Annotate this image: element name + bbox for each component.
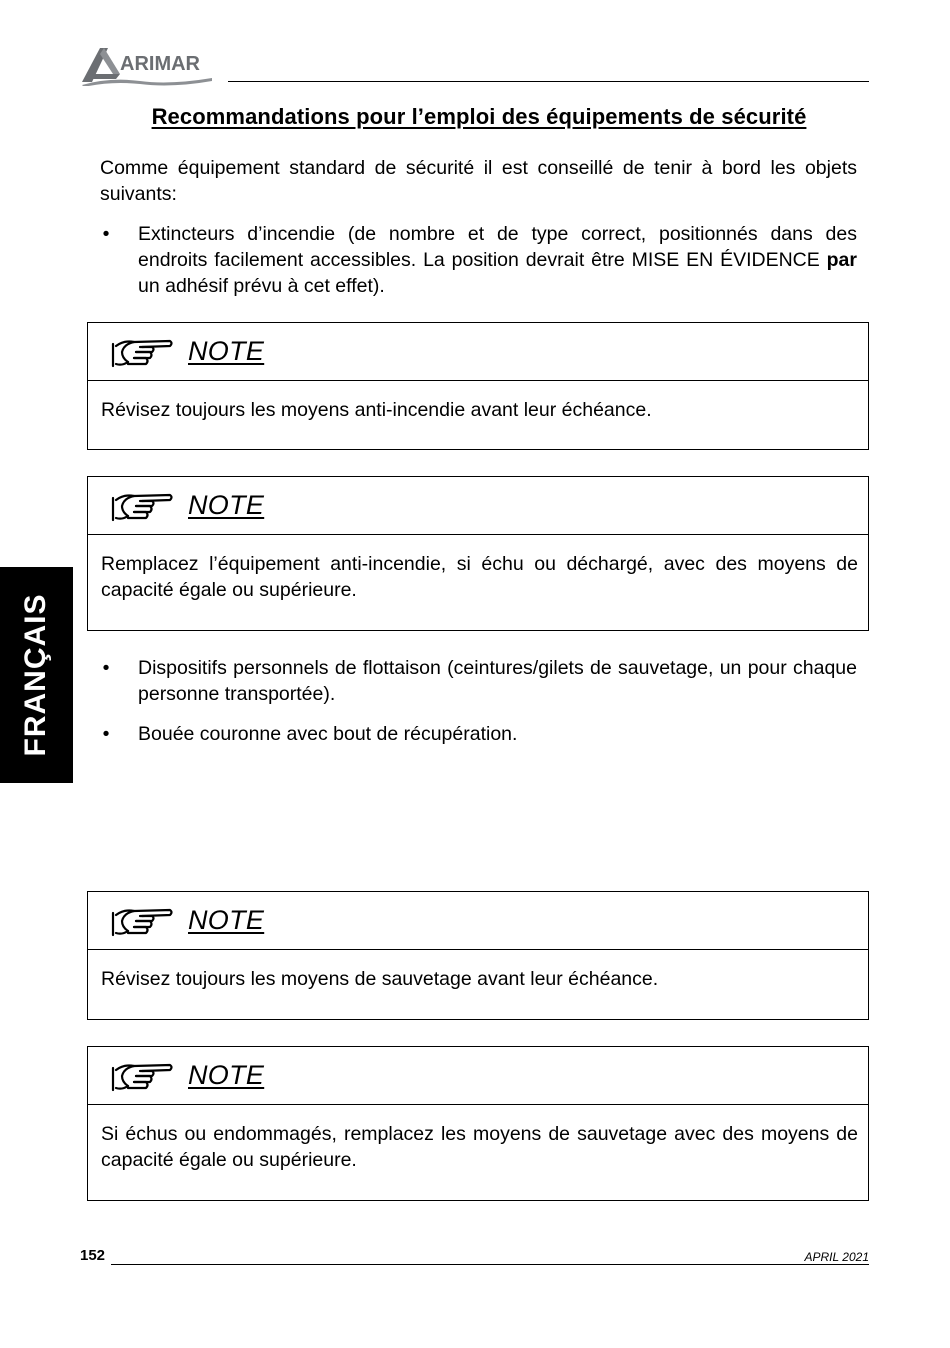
page-title: Recommandations pour l’emploi des équipements de sécurité: [151, 104, 807, 129]
note-header: [88, 1047, 868, 1105]
note-title: NOTE: [188, 1060, 265, 1090]
note-text: Révisez toujours les moyens de sauvetage avant leur échéance.: [101, 968, 659, 990]
bullet-text: Dispositifs personnels de flottaison (ceintures/gilets de sauvetage, un pour chaque personne transportée).: [138, 657, 857, 705]
note-box: [87, 322, 869, 450]
language-tab-label: FRANÇAIS: [19, 593, 52, 757]
bullet-text: Bouée couronne avec bout de récupération.: [138, 723, 518, 745]
arimar-logo: [80, 44, 220, 86]
note-text: Révisez toujours les moyens anti-incendie avant leur échéance.: [101, 399, 652, 421]
note-text: Si échus ou endommagés, remplacez les moyens de sauvetage avec des moyens de capacité égale ou supérieure.: [101, 1123, 858, 1171]
note-title: NOTE: [188, 905, 265, 935]
header-divider: [228, 81, 869, 82]
intro-paragraph: Comme équipement standard de sécurité il est conseillé de tenir à bord les objets suivants:: [100, 157, 857, 205]
footer-date: APRIL 2021: [804, 1250, 869, 1264]
note-box: [87, 891, 869, 1020]
note-title: NOTE: [188, 490, 265, 520]
brand-name: ARIMAR: [120, 53, 200, 75]
footer-divider: [111, 1264, 869, 1265]
bullet-marker: •: [102, 657, 110, 679]
note-header: [88, 323, 868, 381]
note-box: [87, 476, 869, 631]
bullet-marker: •: [102, 723, 110, 745]
note-header: [88, 892, 868, 950]
language-tab: [0, 567, 73, 783]
page-number: 152: [80, 1247, 106, 1264]
pointing-hand-icon: [110, 488, 174, 524]
note-text: Remplacez l’équipement anti-incendie, si échu ou déchargé, avec des moyens de capacité égale ou supérieure.: [101, 553, 858, 601]
bullet-text: Extincteurs d’incendie (de nombre et de type correct, positionnés dans des endroits facilement accessibles. La position devrait être MISE EN ÉVIDENCE par un adhésif prévu à cet effet).: [138, 223, 857, 297]
pointing-hand-icon: [110, 903, 174, 939]
pointing-hand-icon: [110, 1058, 174, 1094]
bullet-marker: •: [102, 223, 110, 245]
note-box: [87, 1046, 869, 1201]
note-header: [88, 477, 868, 535]
note-title: NOTE: [188, 336, 265, 366]
pointing-hand-icon: [110, 334, 174, 370]
